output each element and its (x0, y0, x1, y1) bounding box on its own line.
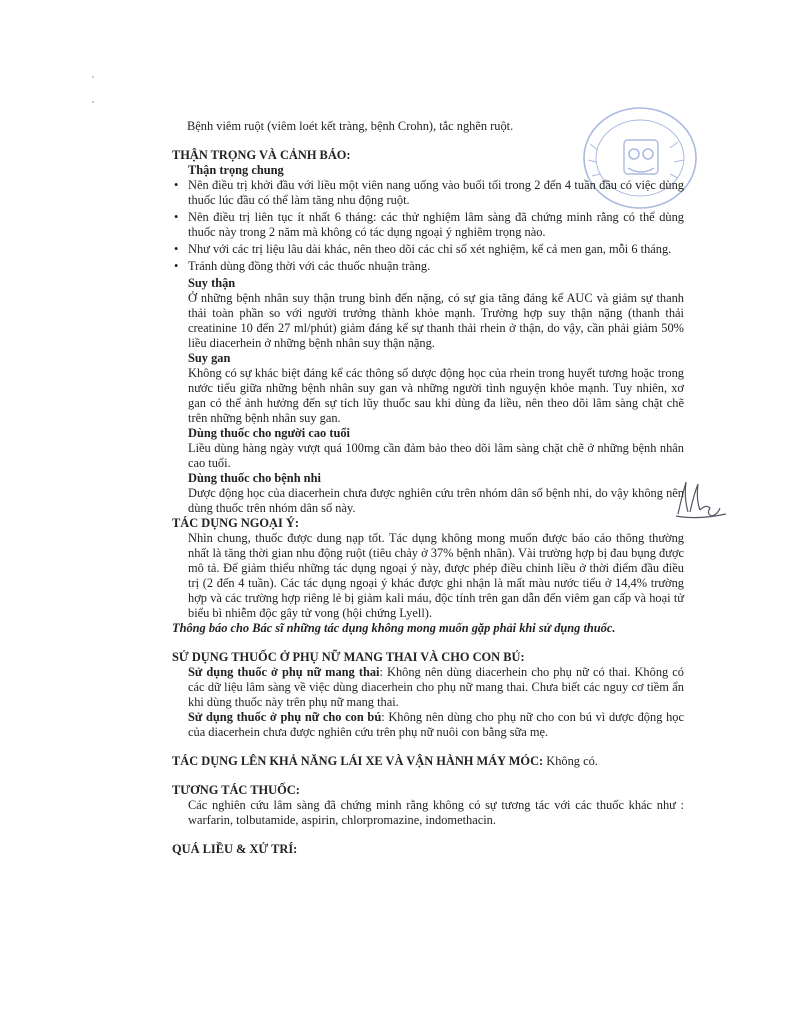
caution-list (172, 178, 684, 274)
intro-line: Bệnh viêm ruột (viêm loét kết tràng, bệnh Crohn), tắc nghẽn ruột. (187, 119, 514, 133)
caution-heading: THẬN TRỌNG VÀ CẢNH BÁO: (172, 148, 351, 162)
hepatic-heading: Suy gan (188, 351, 231, 365)
adverse-heading: TÁC DỤNG NGOẠI Ý: (172, 516, 300, 530)
driving-section (172, 754, 684, 769)
pediatric-text: Dược động học của diacerhein chưa được nghiên cứu trên nhóm dân số bệnh nhi, do vậy không nên dùng thuốc trên nhóm dân số này. (188, 486, 684, 515)
interactions-text: Các nghiên cứu lâm sàng đã chứng minh rằng không có sự tương tác với các thuốc khác như : warfarin, tolbutamide, aspirin, chlorpromazine, indomethacin. (188, 798, 684, 827)
pregnant-text: : Không nên dùng diacerhein cho phụ nữ có thai. Không có các dữ liệu lâm sàng về việc dùng diacerhein cho phụ nữ mang thai. Chưa biết các nguy cơ tiềm ẩn khi dùng thuốc này trên phụ nữ mang thai. (188, 665, 684, 709)
overdose-section (172, 842, 684, 857)
hepatic-text: Không có sự khác biệt đáng kể các thông số dược động học của rhein trong huyết tương hoặc trong nước tiểu giữa những bệnh nhân suy gan và những người tình nguyện khỏe mạnh. Tuy nhiên, xơ gan có thể ảnh hưởng đến sự tích lũy thuốc sau khi dùng đa liều, nên theo dõi lâm sàng chặt chẽ trên những bệnh nhân suy gan. (188, 366, 684, 425)
interactions-heading: TƯƠNG TÁC THUỐC: (172, 783, 300, 797)
elderly-text: Liều dùng hàng ngày vượt quá 100mg cần đảm bảo theo dõi lâm sàng chặt chẽ ở những bệnh nhân cao tuổi. (188, 441, 684, 470)
list-item: • Nên điều trị liên tục ít nhất 6 tháng: các thử nghiệm lâm sàng đã chứng minh rằng có thể dùng thuốc này trong 2 năm mà không có tác dụng ngoại ý nghiêm trọng nào. (172, 210, 684, 240)
general-caution-heading: Thận trọng chung (188, 163, 284, 177)
adverse-note: Thông báo cho Bác sĩ những tác dụng không mong muốn gặp phải khi sử dụng thuốc. (172, 621, 616, 635)
driving-heading: TÁC DỤNG LÊN KHẢ NĂNG LÁI XE VÀ VẬN HÀNH MÁY MÓC: (172, 754, 544, 768)
breastfeeding-paragraph (188, 710, 684, 740)
document-content (172, 148, 684, 857)
breastfeeding-label: Sử dụng thuốc ở phụ nữ cho con bú (188, 710, 382, 724)
renal-heading: Suy thận (188, 276, 236, 290)
interactions-section (172, 783, 684, 828)
list-item: • Tránh dùng đồng thời với các thuốc nhuận tràng. (172, 259, 684, 274)
adverse-text: Nhìn chung, thuốc được dung nạp tốt. Tác dụng không mong muốn được báo cáo thông thường nhất là tăng thời gian nhu động ruột (tiêu chảy ở 37% bệnh nhân). Vài trường hợp bị đau bụng được mô tả. Để giảm thiểu những tác dụng ngoại ý này, được phép điều chỉnh liều ở thời điểm đầu điều trị (2 đến 4 tuần). Các tác dụng ngoại ý khác được ghi nhận là mất màu nước tiểu ở 14,4% trường hợp và các trường hợp riêng lẻ bị giảm kali máu, độc tính trên gan dẫn đến viêm gan cấp và hoại tử biểu bì nhiễm độc gây tử vong (hội chứng Lyell). (188, 531, 684, 620)
pediatric-heading: Dùng thuốc cho bệnh nhi (188, 471, 321, 485)
list-item: • Nên điều trị khởi đầu với liều một viên nang uống vào buổi tối trong 2 đến 4 tuần đầu có việc dùng thuốc lúc đầu có thể làm tăng nhu động ruột. (172, 178, 684, 208)
breastfeeding-text: : Không nên dùng cho phụ nữ cho con bú vì dược động học của diacerhein chưa được nghiên cứu trên phụ nữ nuôi con bằng sữa mẹ. (188, 710, 684, 739)
scan-speck (92, 101, 94, 103)
pregnancy-heading: SỬ DỤNG THUỐC Ở PHỤ NỮ MANG THAI VÀ CHO CON BÚ: (172, 650, 525, 664)
renal-text: Ở những bệnh nhân suy thận trung bình đến nặng, có sự gia tăng đáng kể AUC và giảm sự thanh thải toàn phần so với người trưởng thành khỏe mạnh. Trường hợp suy thận nặng (thanh thải creatinine 10 đến 27 ml/phút) giảm đáng kể sự thanh thải rhein ở thận, do vậy, cần phải giảm 50% liều diacerhein ở những bệnh nhân suy thận nặng. (188, 291, 684, 350)
driving-text: Không có. (543, 754, 598, 768)
list-item: • Như với các trị liệu lâu dài khác, nên theo dõi các chỉ số xét nghiệm, kể cả men gan, mỗi 6 tháng. (172, 242, 684, 257)
pregnancy-paragraph (188, 665, 684, 710)
elderly-heading: Dùng thuốc cho người cao tuổi (188, 426, 350, 440)
overdose-heading: QUÁ LIỀU & XỬ TRÍ: (172, 842, 298, 856)
scan-speck (92, 76, 94, 78)
pregnancy-section (172, 650, 684, 740)
caution-section (172, 148, 684, 516)
adverse-section (172, 516, 684, 636)
pregnant-label: Sử dụng thuốc ở phụ nữ mang thai (188, 665, 380, 679)
